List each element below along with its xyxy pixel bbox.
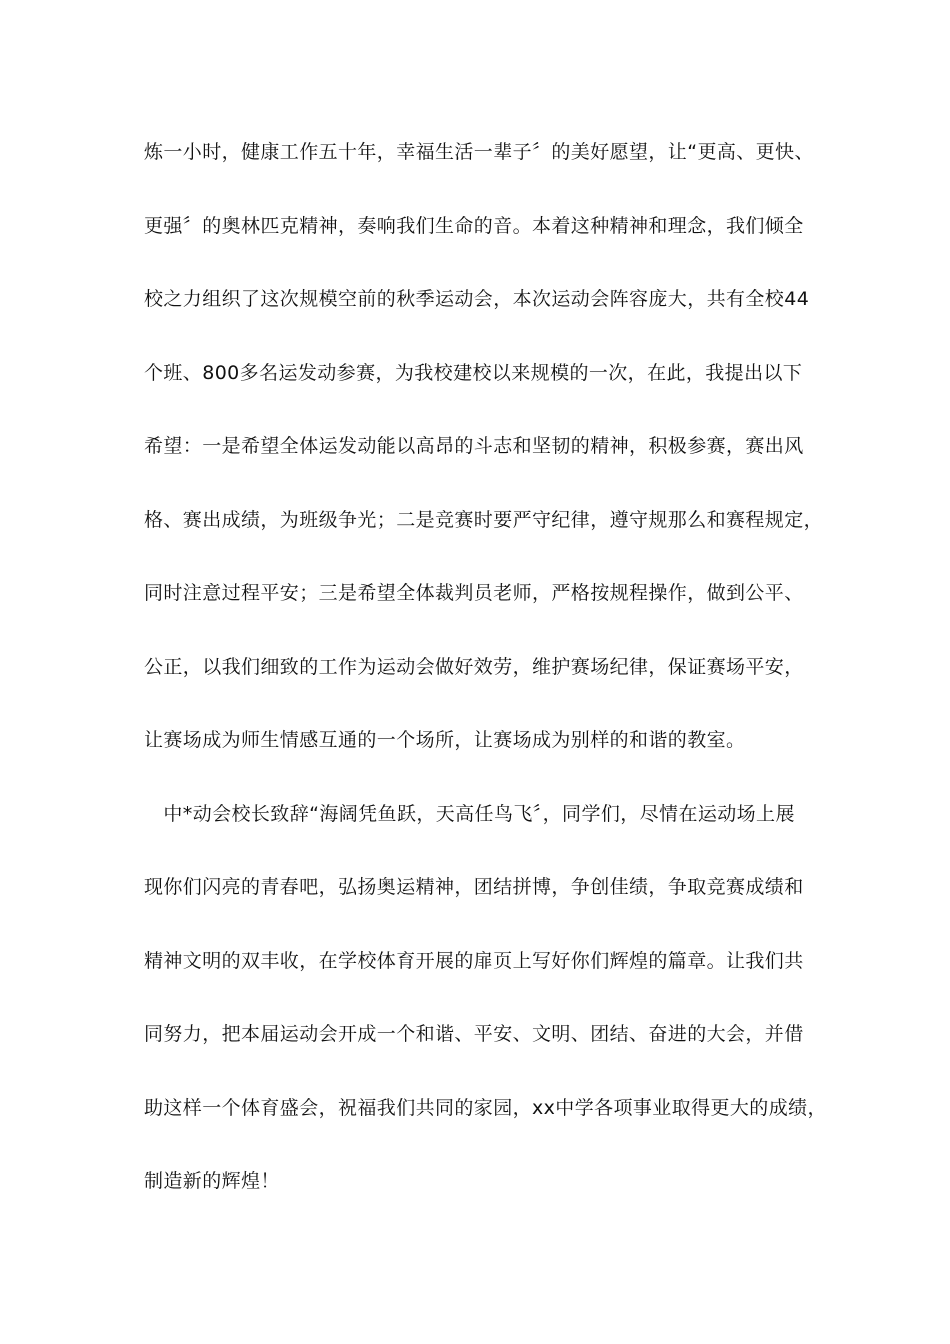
text-line: 格、赛出成绩，为班级争光；二是竞赛时要严守纪律，遵守规那么和赛程规定，: [144, 508, 824, 531]
text-line: 让赛场成为师生情感互通的一个场所，让赛场成为别样的和谐的教室。: [144, 729, 746, 751]
text-line: 炼一小时，健康工作五十年，幸福生活一辈子〞的美好愿望，让“更高、更快、: [144, 141, 814, 163]
text-line: 同努力，把本届运动会开成一个和谐、平安、文明、团结、奋进的大会，并借: [144, 1023, 804, 1045]
text-line: 同时注意过程平安；三是希望全体裁判员老师，严格按规程操作，做到公平、: [144, 582, 804, 604]
text-line: 校之力组织了这次规模空前的秋季运动会，本次运动会阵容庞大，共有全校44: [144, 288, 810, 310]
text-line: 个班、800多名运发动参赛，为我校建校以来规模的一次，在此，我提出以下: [144, 361, 803, 384]
text-line: 制造新的辉煌！: [144, 1170, 280, 1192]
text-line: 助这样一个体育盛会，祝福我们共同的家园，xx中学各项事业取得更大的成绩，: [144, 1096, 827, 1119]
text-line: 更强〞的奥林匹克精神，奏响我们生命的音。本着这种精神和理念，我们倾全: [144, 214, 804, 237]
text-line: 希望：一是希望全体运发动能以高昂的斗志和坚韧的精神，积极参赛，赛出风: [144, 435, 804, 457]
text-line: 现你们闪亮的青春吧，弘扬奥运精神，团结拼博，争创佳绩，争取竞赛成绩和: [144, 876, 804, 898]
text-line: 公正，以我们细致的工作为运动会做好效劳，维护赛场纪律，保证赛场平安，: [144, 655, 804, 678]
text-line: 中*动会校长致辞“海阔凭鱼跃，天高任鸟飞〞，同学们，尽情在运动场上展: [144, 802, 795, 825]
body-text: [144, 126, 827, 1229]
text-line: 精神文明的双丰收，在学校体育开展的扉页上写好你们辉煌的篇章。让我们共: [144, 949, 804, 972]
